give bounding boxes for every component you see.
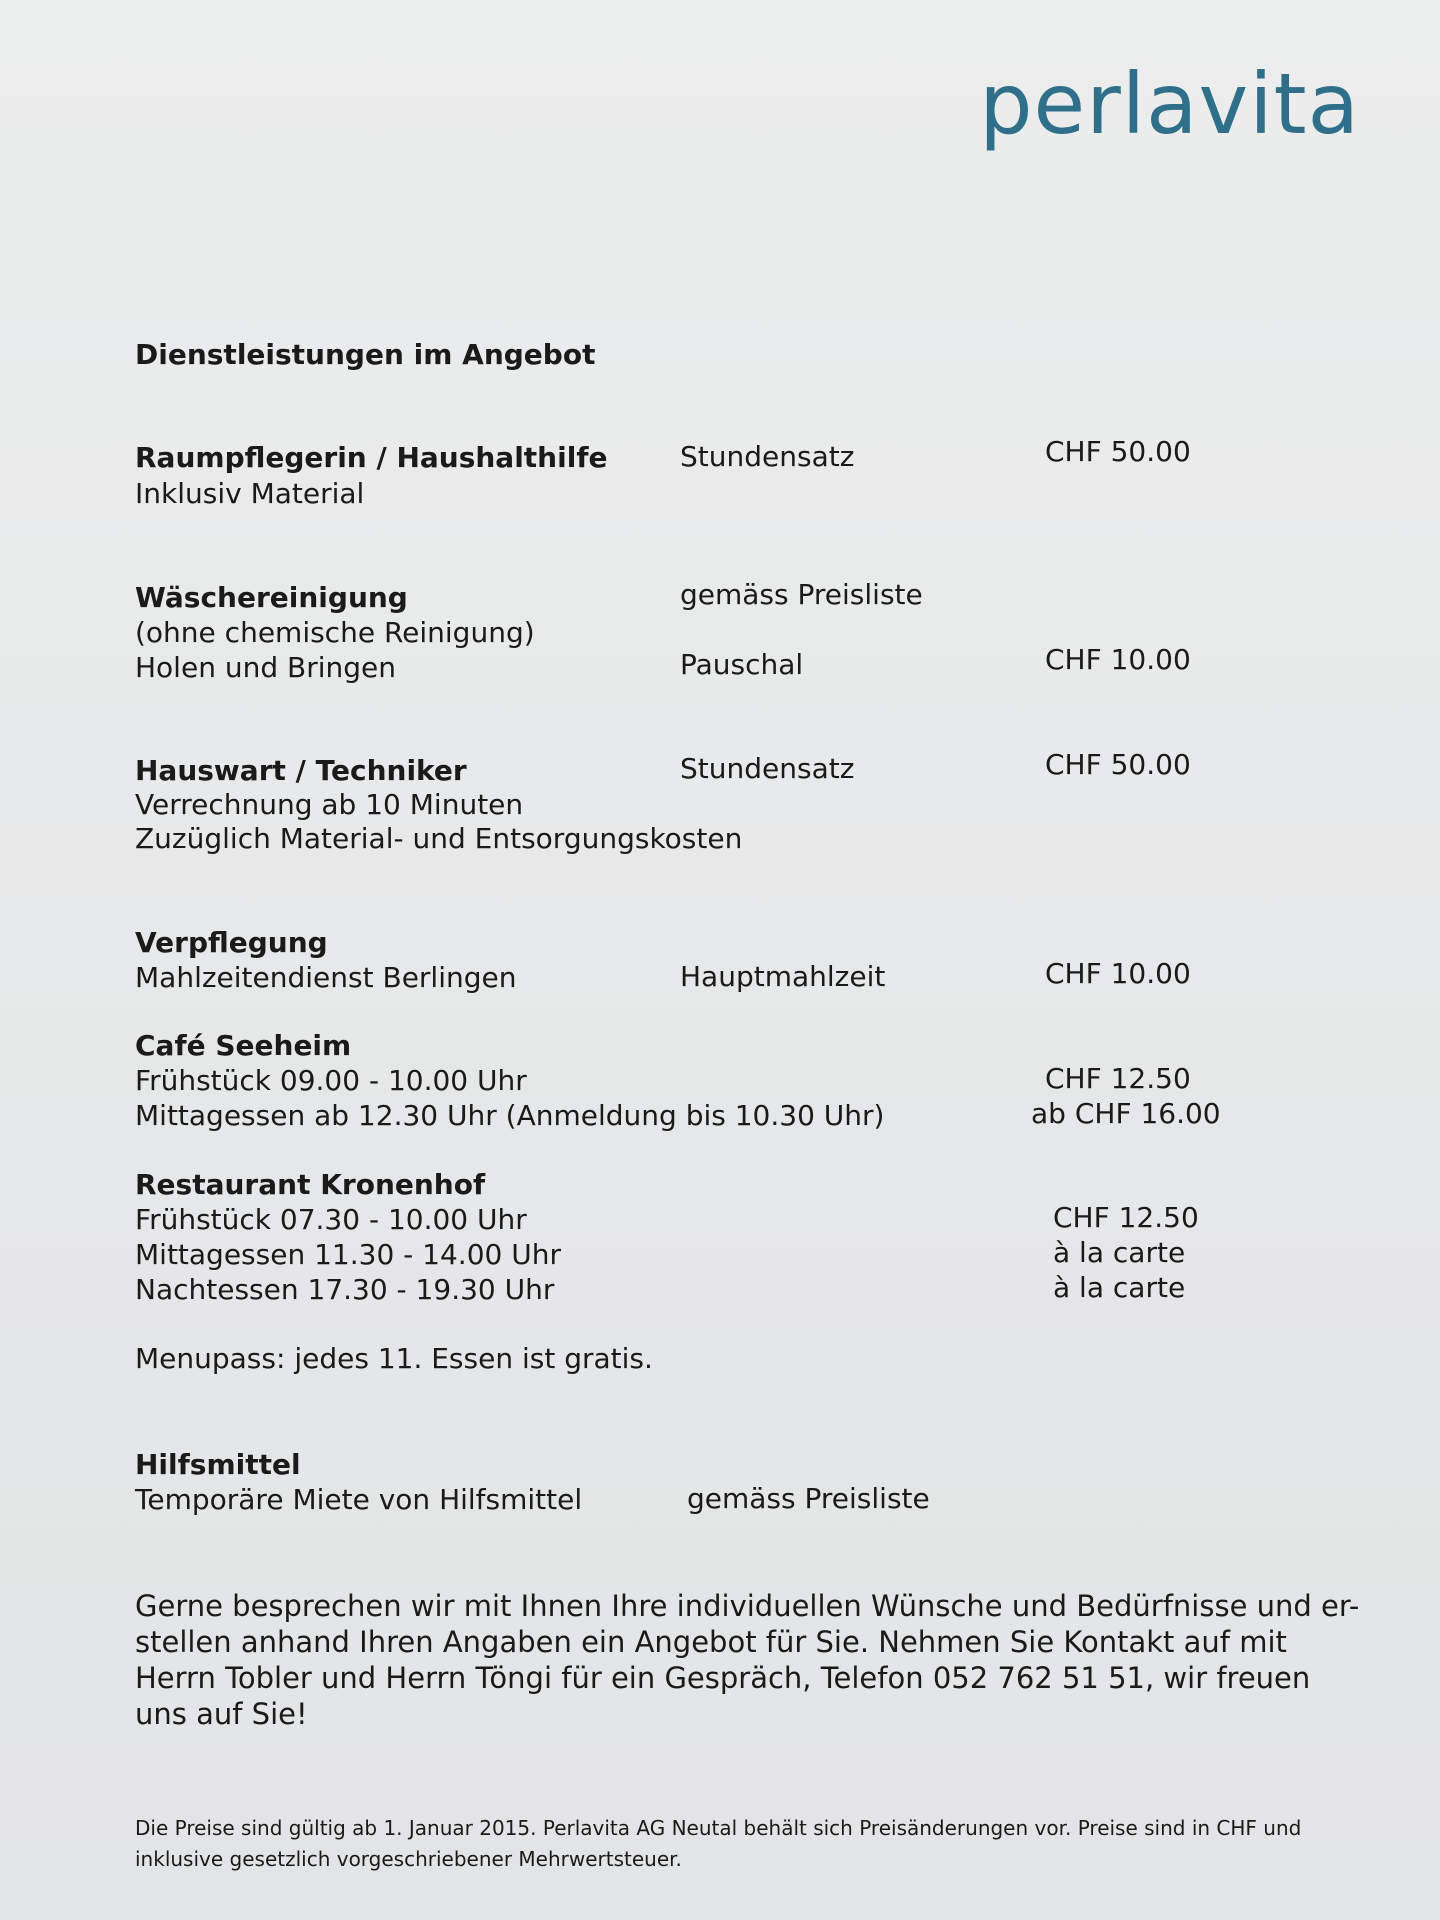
service-sub-hauswart-1: Verrechnung ab 10 Minuten bbox=[135, 788, 524, 821]
price-hauswart: CHF 50.00 bbox=[1045, 748, 1191, 781]
restaurant-line-breakfast: Frühstück 07.30 - 10.00 Uhr bbox=[135, 1203, 527, 1236]
venue-title-restaurant: Restaurant Kronenhof bbox=[135, 1168, 486, 1201]
rate-label-raumpflege: Stundensatz bbox=[680, 440, 855, 473]
price-cafe-breakfast: CHF 12.50 bbox=[1045, 1062, 1191, 1095]
service-title-hauswart: Hauswart / Techniker bbox=[135, 754, 467, 787]
cafe-line-lunch: Mittagessen ab 12.30 Uhr (Anmeldung bis 10.30 Uhr) bbox=[135, 1099, 885, 1132]
service-sub-hauswart-2: Zuzüglich Material- und Entsorgungskosten bbox=[135, 822, 743, 855]
rate-label-hilfsmittel: gemäss Preisliste bbox=[687, 1482, 930, 1515]
service-sub-verpflegung: Mahlzeitendienst Berlingen bbox=[135, 961, 517, 994]
service-sub-waesche-1: (ohne chemische Reinigung) bbox=[135, 616, 535, 649]
price-restaurant-breakfast: CHF 12.50 bbox=[1053, 1201, 1199, 1234]
restaurant-line-dinner: Nachtessen 17.30 - 19.30 Uhr bbox=[135, 1273, 555, 1306]
price-restaurant-dinner: à la carte bbox=[1053, 1271, 1186, 1304]
price-footnote: Die Preise sind gültig ab 1. Januar 2015. Perlavita AG Neutal behält sich Preisänderungen vor. Preise sind in CHF und inklusive gesetzlich vorgeschriebener Mehrwertsteuer. bbox=[135, 1816, 1302, 1871]
price-raumpflege: CHF 50.00 bbox=[1045, 435, 1191, 468]
service-title-waesche: Wäschereinigung bbox=[135, 581, 408, 614]
service-title-verpflegung: Verpflegung bbox=[135, 926, 328, 959]
service-title-hilfsmittel: Hilfsmittel bbox=[135, 1448, 301, 1481]
service-title-raumpflege: Raumpflegerin / Haushalthilfe bbox=[135, 441, 608, 474]
price-cafe-lunch: ab CHF 16.00 bbox=[1031, 1097, 1221, 1130]
service-sub-raumpflege: Inklusiv Material bbox=[135, 477, 365, 510]
rate-label-waesche: gemäss Preisliste bbox=[680, 578, 923, 611]
rate-label-hauswart: Stundensatz bbox=[680, 752, 855, 785]
price-verpflegung: CHF 10.00 bbox=[1045, 957, 1191, 990]
cafe-line-breakfast: Frühstück 09.00 - 10.00 Uhr bbox=[135, 1064, 527, 1097]
service-sub-hilfsmittel: Temporäre Miete von Hilfsmittel bbox=[135, 1483, 583, 1516]
price-restaurant-lunch: à la carte bbox=[1053, 1236, 1186, 1269]
venue-title-cafe: Café Seeheim bbox=[135, 1029, 352, 1062]
price-waesche: CHF 10.00 bbox=[1045, 643, 1191, 676]
rate-label-waesche-pauschal: Pauschal bbox=[680, 648, 804, 681]
restaurant-line-lunch: Mittagessen 11.30 - 14.00 Uhr bbox=[135, 1238, 561, 1271]
service-sub-waesche-2: Holen und Bringen bbox=[135, 651, 396, 684]
contact-paragraph: Gerne besprechen wir mit Ihnen Ihre individuellen Wünsche und Bedürfnisse und er-stellen anhand Ihren Angaben ein Angebot für Sie. Nehmen Sie Kontakt auf mit Herrn Tobler und Herrn Töngi für ein Gespräch, Telefon 052 762 51 51, wir freuen uns auf Sie! bbox=[135, 1589, 1360, 1731]
menupass-note: Menupass: jedes 11. Essen ist gratis. bbox=[135, 1342, 653, 1375]
page-title: Dienstleistungen im Angebot bbox=[135, 338, 596, 371]
rate-label-verpflegung: Hauptmahlzeit bbox=[680, 960, 886, 993]
brand-logo: perlavita bbox=[979, 55, 1360, 153]
